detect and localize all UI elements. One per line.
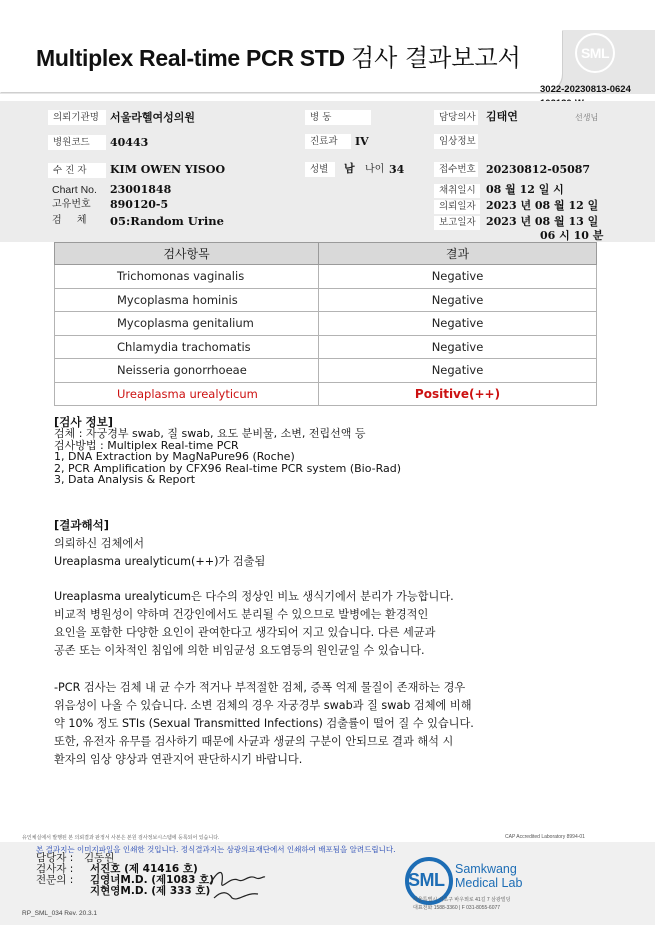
- interpretation-line: Ureaplasma urealyticum은 다수의 정상인 비뇨 생식기에서 분리가 가능합니다.: [54, 590, 454, 603]
- lab-name: [455, 862, 522, 890]
- lab-name-line2: Medical Lab: [455, 876, 523, 890]
- results-header-row: [55, 243, 597, 265]
- test-result: Negative: [319, 312, 597, 336]
- interpretation-line: Ureaplasma urealyticum(++)가 검출됨: [54, 555, 266, 568]
- test-info-body: [54, 428, 401, 486]
- examinee-value: KIM OWEN YISOO: [110, 163, 226, 176]
- test-item: Neisseria gonorrhoeae: [55, 359, 319, 383]
- institution-value: 서울라헬여성의원: [110, 111, 196, 124]
- ward-label: 병 동: [305, 110, 371, 125]
- examinee-label: 수 진 자: [48, 163, 106, 178]
- report-title-en: Multiplex Real-time PCR STD: [36, 45, 345, 71]
- results-table: [54, 242, 597, 406]
- doctor-label: 담당의사: [434, 110, 478, 125]
- table-row: [55, 265, 597, 289]
- unique-no-value: 890120-5: [110, 198, 169, 211]
- specimen-value: 05:Random Urine: [110, 214, 224, 228]
- request-date-label: 의뢰일자: [434, 200, 480, 214]
- test-info-title: [검사 정보]: [54, 415, 113, 429]
- lab-address: 서울특별시 서초구 바우뫼로 41길 7 삼광빌딩: [413, 897, 511, 903]
- interpretation-line: 의뢰하신 검체에서: [54, 537, 145, 550]
- test-info-line: 2, PCR Amplification by CFX96 Real-time PCR system (Bio-Rad): [54, 461, 402, 475]
- test-info-line: 3, Data Analysis & Report: [54, 473, 196, 486]
- table-row: [55, 359, 597, 383]
- signer-role: 전문의 :: [36, 874, 74, 886]
- clinical-info-label: 임상정보: [434, 134, 478, 149]
- doctor-suffix: 선생님: [575, 113, 599, 122]
- signer-name: 김동원: [84, 852, 115, 864]
- receipt-no-label: 접수번호: [434, 162, 478, 177]
- sml-logo-icon: SML: [575, 33, 615, 73]
- chart-no-value: 23001848: [110, 183, 172, 196]
- test-result: Negative: [319, 335, 597, 359]
- report-date-value: 2023 년 08 월 13 일: [486, 215, 599, 228]
- chart-no-label: Chart No.: [52, 184, 97, 196]
- unique-no-label: 고유번호: [52, 199, 91, 210]
- test-result: Negative: [319, 265, 597, 289]
- sex-value: 남: [344, 162, 355, 175]
- footer-tiny-note: 유인체실에서 발행된 본 의뢰결과 판정서 사본은 본원 검사정보시스템에 등록되어 있습니다.: [22, 835, 220, 841]
- collection-label: 채취일시: [434, 184, 480, 198]
- footer-notice: 본 결과지는 이미지파일을 인쇄한 것입니다. 정식결과지는 삼광의료재단에서 인쇄하여 배포됨을 알려드립니다.: [36, 845, 396, 854]
- interpretation-line: -PCR 검사는 검체 내 균 수가 적거나 부적절한 검체, 증폭 억제 물질이 존재하는 경우: [54, 681, 466, 694]
- signer-name: 서진호 (제 41416 호): [90, 863, 198, 875]
- signer-role: 담당자 :: [36, 852, 74, 864]
- interpretation-paragraph-1: [54, 588, 454, 660]
- col-item-header: 검사항목: [55, 243, 319, 265]
- lab-contact: 대표전화 1588-3360 | F 031-8055-6077: [413, 905, 501, 911]
- test-result: Negative: [319, 359, 597, 383]
- interpretation-line: 환자의 임상 양상과 연관지어 판단하시기 바랍니다.: [54, 753, 303, 766]
- lab-name-line1: Samkwang: [455, 862, 517, 876]
- request-date-value: 2023 년 08 월 12 일: [486, 199, 599, 212]
- hospital-code-label: 병원코드: [48, 135, 106, 150]
- interpretation-title: [결과해석]: [54, 518, 109, 532]
- test-item: Ureaplasma urealyticum: [55, 382, 319, 406]
- table-row: [55, 335, 597, 359]
- table-row: [55, 288, 597, 312]
- test-info-line: 1, DNA Extraction by MagNaPure96 (Roche): [54, 450, 295, 463]
- interpretation-paragraph-2: [54, 679, 474, 769]
- report-time-value: 06 시 10 분: [540, 229, 604, 242]
- signer-role: 검사자 :: [36, 863, 74, 875]
- report-title: [36, 38, 521, 73]
- interpretation-line: 약 10% 정도 STIs (Sexual Transmitted Infections) 검출률이 떨어 질 수 있습니다.: [54, 717, 474, 730]
- report-date-label: 보고일자: [434, 216, 480, 230]
- signer-row: [36, 886, 210, 897]
- document-number-line1: 3022-20230813-0624: [540, 84, 631, 95]
- institution-label: 의뢰기관명: [48, 110, 106, 125]
- department-label: 진료과: [305, 134, 351, 149]
- table-row-positive: [55, 382, 597, 406]
- interpretation-line: 위음성이 나올 수 있습니다. 소변 검체의 경우 자궁경부 swab과 질 swab 검체에 비해: [54, 699, 472, 712]
- department-value: IV: [355, 135, 369, 148]
- interpretation-line: 요인을 포함한 다양한 요인이 관여한다고 생각되어 지고 있습니다. 다른 세균과: [54, 626, 436, 639]
- report-title-kr: 검사 결과보고서: [350, 44, 521, 72]
- interpretation-line: 공존 또는 이차적인 침입에 의한 비임균성 요도염등의 원인균일 수 있습니다.: [54, 644, 425, 657]
- test-item: Mycoplasma hominis: [55, 288, 319, 312]
- doctor-value: 김태연: [486, 110, 518, 123]
- test-result: Negative: [319, 288, 597, 312]
- test-item: Mycoplasma genitalium: [55, 312, 319, 336]
- form-revision: RP_SML_034 Rev. 20.3.1: [22, 910, 98, 917]
- samkwang-logo-text: SML: [408, 870, 445, 890]
- signer-name: 김영녀M.D. (제1083 호): [90, 874, 214, 886]
- test-info-line: 검사방법 : Multiplex Real-time PCR: [54, 438, 239, 452]
- hospital-code-value: 40443: [110, 136, 149, 149]
- interpretation-line: 비교적 병원성이 약하며 건강인에서도 분리될 수 있으므로 발병에는 환경적인: [54, 608, 429, 621]
- cap-accreditation: CAP Accredited Laboratory 8994-01: [505, 834, 585, 840]
- sex-label: 성별: [305, 162, 335, 177]
- interpretation-line: 또한, 유전자 유무를 검사하기 때문에 사균과 생균의 구분이 안되므로 결과 해석 시: [54, 735, 454, 748]
- col-result-header: 결과: [319, 243, 597, 265]
- specimen-label: 검 체: [52, 215, 93, 226]
- test-info-line: 검체 : 자궁경부 swab, 질 swab, 요도 분비물, 소변, 전립선액 등: [54, 427, 366, 440]
- age-label: 나이: [365, 164, 385, 175]
- table-row: [55, 312, 597, 336]
- test-item: Chlamydia trachomatis: [55, 335, 319, 359]
- age-value: 34: [389, 163, 405, 176]
- test-item: Trichomonas vaginalis: [55, 265, 319, 289]
- doctor-signature-icon: [208, 862, 266, 904]
- collection-value: 08 월 12 일 시: [486, 183, 564, 196]
- receipt-no-value: 20230812-05087: [486, 163, 591, 176]
- test-result: Positive(++): [319, 382, 597, 406]
- interpretation-intro: [54, 535, 265, 571]
- signer-name: 지현영M.D. (제 333 호): [90, 885, 211, 897]
